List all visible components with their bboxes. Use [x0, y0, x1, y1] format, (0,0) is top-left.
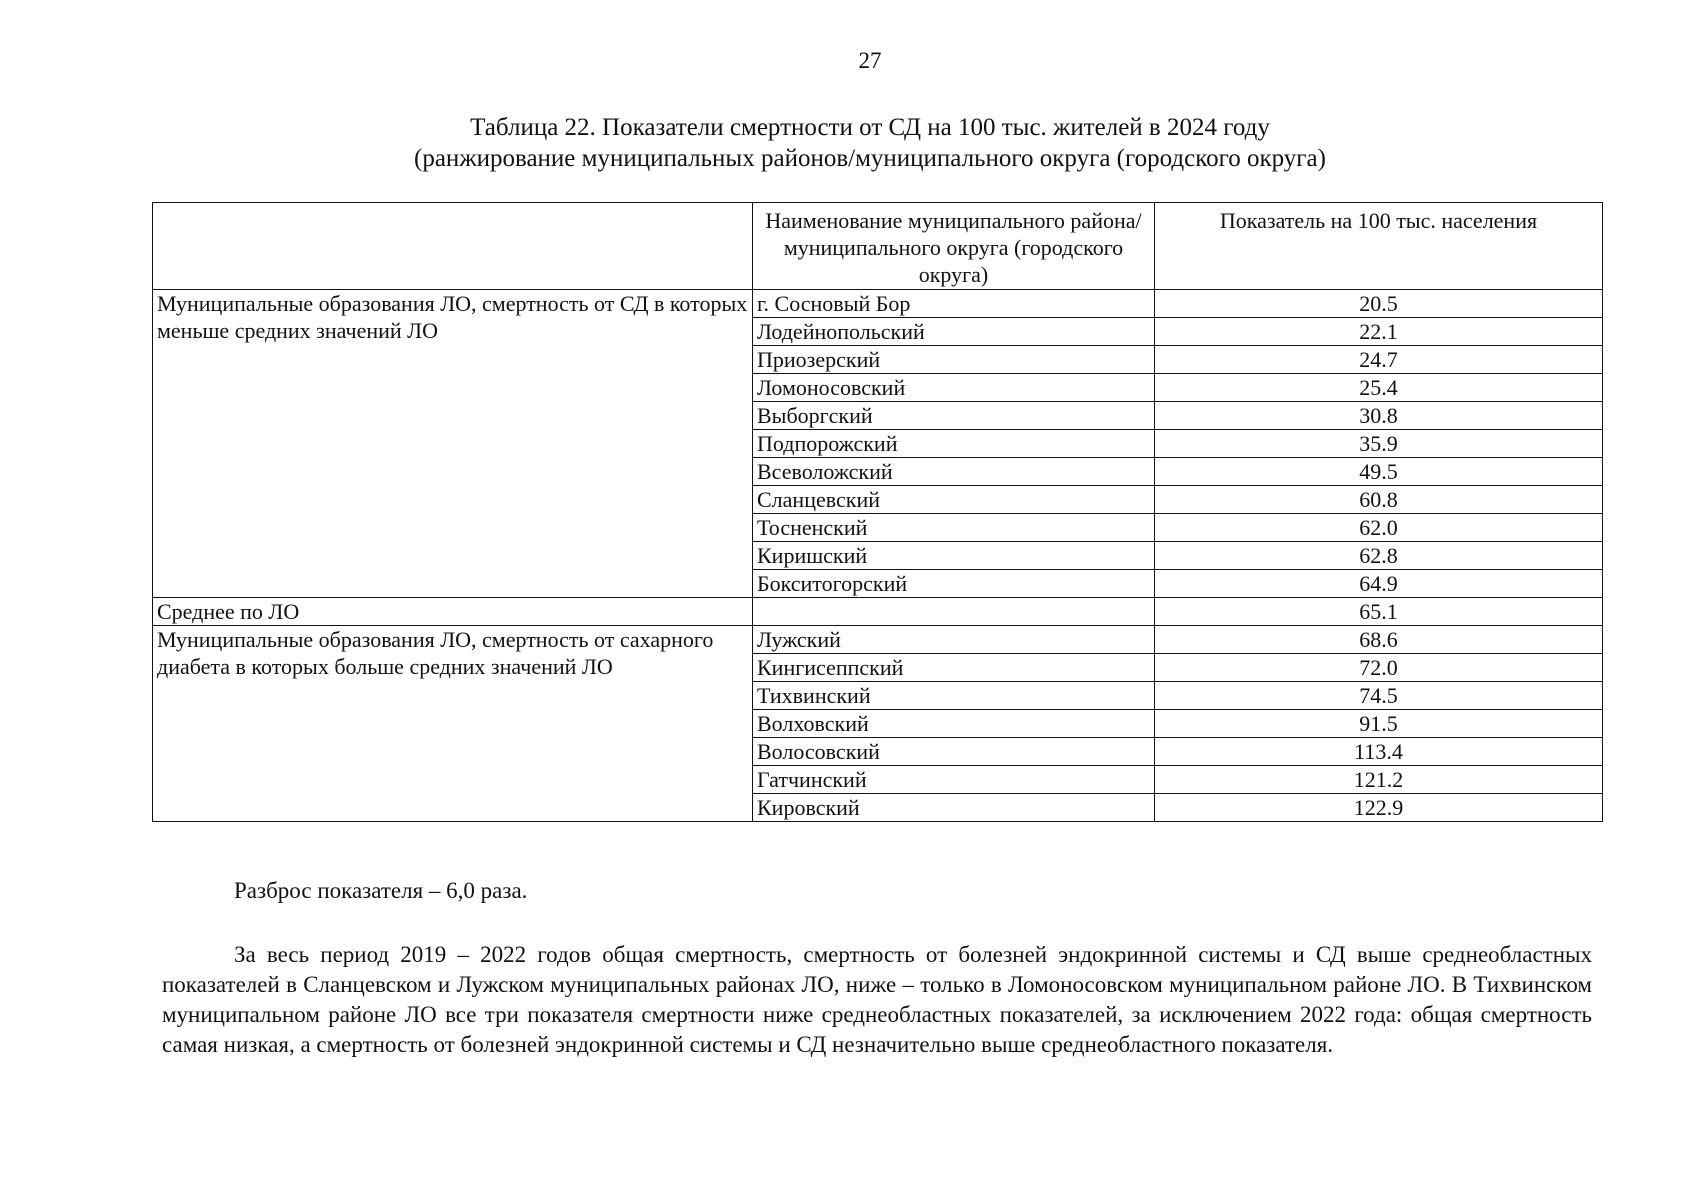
district-value: 113.4: [1155, 738, 1603, 766]
district-name: Киришский: [753, 542, 1155, 570]
average-name-cell: [753, 598, 1155, 626]
district-value: 91.5: [1155, 710, 1603, 738]
district-value: 68.6: [1155, 626, 1603, 654]
district-value: 35.9: [1155, 430, 1603, 458]
district-name: Бокситогорский: [753, 570, 1155, 598]
district-value: 30.8: [1155, 402, 1603, 430]
spread-remark: Разброс показателя – 6,0 раза.: [234, 878, 528, 903]
district-value: 24.7: [1155, 346, 1603, 374]
caption-line-2: (ранжирование муниципальных районов/муниципального округа (городского округа): [414, 145, 1326, 172]
group-label: Муниципальные образования ЛО, смертность от СД в которых меньше средних значений ЛО: [153, 290, 753, 598]
district-value: 72.0: [1155, 654, 1603, 682]
district-name: Тихвинский: [753, 682, 1155, 710]
district-name: Всеволожский: [753, 458, 1155, 486]
mortality-table: [152, 202, 1603, 822]
district-value: 64.9: [1155, 570, 1603, 598]
district-value: 22.1: [1155, 318, 1603, 346]
average-label: Среднее по ЛО: [153, 598, 753, 626]
district-value: 25.4: [1155, 374, 1603, 402]
average-body: [153, 598, 1603, 626]
district-name: Кингисеппский: [753, 654, 1155, 682]
table-row: [153, 626, 1603, 654]
header-col-1: [153, 203, 753, 290]
district-value: 122.9: [1155, 794, 1603, 822]
district-name: Лужский: [753, 626, 1155, 654]
district-name: Волховский: [753, 710, 1155, 738]
district-name: Приозерский: [753, 346, 1155, 374]
group-low-body: [153, 290, 1603, 598]
table-caption: [0, 112, 1699, 174]
district-value: 74.5: [1155, 682, 1603, 710]
district-name: Выборгский: [753, 402, 1155, 430]
average-row: [153, 598, 1603, 626]
group-high-body: [153, 626, 1603, 822]
body-paragraph: За весь период 2019 – 2022 годов общая смертность, смертность от болезней эндокринной системы и СД выше среднеобластных показателей в Сланцевском и Лужском муниципальных районах ЛО, ниже – только в Ломоносовском муниципальном районе ЛО. В Тихвинском муниципальном районе ЛО все три показателя смертности ниже среднеобластных показателей, за исключением 2022 года: общая смертность самая низкая, а смертность от болезней эндокринной системы и СД незначительно выше среднеобластного показателя.: [162, 942, 1592, 1057]
table-header-row: [153, 203, 1603, 290]
district-name: Волосовский: [753, 738, 1155, 766]
district-value: 60.8: [1155, 486, 1603, 514]
district-value: 62.8: [1155, 542, 1603, 570]
district-name: Лодейнопольский: [753, 318, 1155, 346]
header-col-2: Наименование муниципального района/муниципального округа (городского округа): [753, 203, 1155, 290]
group-label: Муниципальные образования ЛО, смертность от сахарного диабета в которых больше средних значений ЛО: [153, 626, 753, 822]
page-number: 27: [858, 48, 882, 73]
district-value: 121.2: [1155, 766, 1603, 794]
header-col-3: Показатель на 100 тыс. населения: [1155, 203, 1603, 290]
average-value: 65.1: [1155, 598, 1603, 626]
district-value: 62.0: [1155, 514, 1603, 542]
table-row: [153, 290, 1603, 318]
district-name: г. Сосновый Бор: [753, 290, 1155, 318]
district-name: Кировский: [753, 794, 1155, 822]
district-name: Подпорожский: [753, 430, 1155, 458]
district-name: Ломоносовский: [753, 374, 1155, 402]
district-value: 49.5: [1155, 458, 1603, 486]
district-name: Сланцевский: [753, 486, 1155, 514]
district-value: 20.5: [1155, 290, 1603, 318]
district-name: Тосненский: [753, 514, 1155, 542]
caption-line-1: Таблица 22. Показатели смертности от СД на 100 тыс. жителей в 2024 году: [470, 114, 1270, 141]
district-name: Гатчинский: [753, 766, 1155, 794]
